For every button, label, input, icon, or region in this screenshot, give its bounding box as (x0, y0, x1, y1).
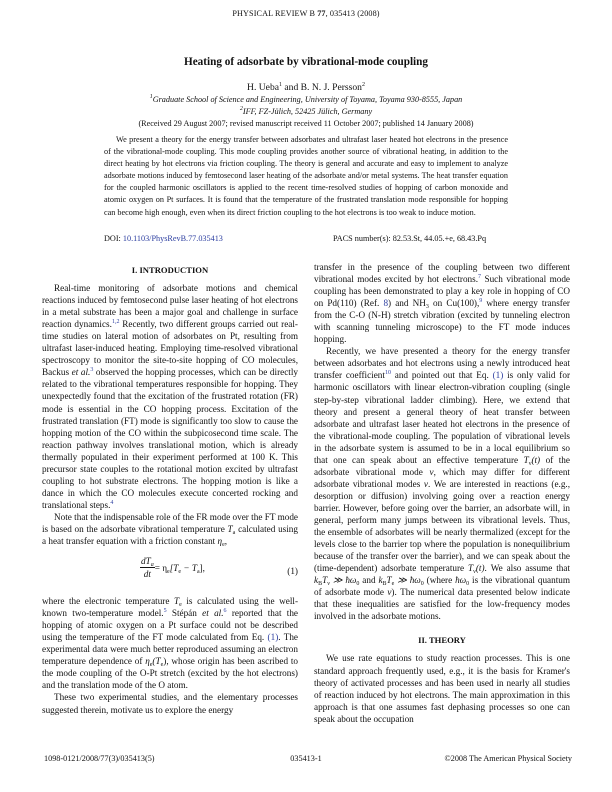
math-subscript: a (150, 562, 154, 569)
citation-link[interactable]: 3 (90, 367, 94, 374)
et-al: et al. (202, 608, 224, 619)
math-symbol: ≫ ħω (329, 575, 357, 586)
math-symbol: k (314, 575, 319, 586)
math-symbol: k (378, 575, 383, 586)
equation-number: (1) (287, 566, 298, 577)
math-subscript: e (391, 581, 395, 588)
math-subscript: e (149, 662, 153, 669)
fraction-denominator: dt (143, 569, 151, 580)
math-symbol: (T (152, 656, 161, 667)
citation-link[interactable]: 4 (110, 499, 114, 506)
text: is the vibrational quantum of adsorbate mode (314, 575, 571, 598)
math-symbol: T (322, 575, 328, 586)
text: Stépán (166, 608, 203, 619)
math-symbol: (t) (475, 563, 485, 574)
text: calculated using a heat transfer equation with a friction constant (42, 523, 298, 547)
paragraph (42, 282, 298, 511)
article-number-year: , 035413 (2008) (325, 9, 380, 18)
citation-link[interactable]: 5 (163, 608, 167, 615)
math-subscript: e (160, 662, 164, 669)
equation-rhs (155, 562, 205, 574)
journal-volume: 77 (317, 9, 326, 18)
text: and (359, 575, 379, 586)
math-symbol: ≫ ħω (394, 575, 421, 586)
text: . The experimental data were much better reproduced assuming an electron temperature dependence of (42, 632, 298, 667)
affiliation-text: Graduate School of Science and Engineering, University of Toyama, Toyama 930-8555, Japan (152, 95, 463, 104)
text: Such vibrational mode coupling has been demonstrated to play a key role in hopping of CO on Pd(110) (Ref. (314, 274, 570, 309)
math-subscript: B (382, 581, 387, 588)
text: where the electronic temperature (42, 596, 175, 607)
footer-page-number: 035413-1 (290, 754, 322, 763)
affiliation-mark: 2 (239, 106, 243, 112)
author-list (0, 82, 612, 93)
affiliation-2 (0, 107, 612, 116)
math-subscript: 0 (466, 581, 470, 588)
math-symbol: (t) (531, 454, 541, 465)
paragraph (314, 261, 570, 345)
paragraph (314, 345, 570, 622)
text: ], (199, 562, 205, 573)
section-heading-introduction: I. INTRODUCTION (131, 265, 209, 275)
citation-link[interactable]: 9 (479, 298, 483, 305)
chem-subscript: 3 (425, 304, 429, 311)
text: Real-time monitoring of adsorbate motions and chemical reactions induced by femtosecond pulse laser heating of hot electrons in a metal substrate has been a major goal and challenge in surface reaction dynamics. (42, 283, 298, 330)
text: ) and NH (388, 298, 426, 309)
equation-body (140, 555, 205, 580)
doi (104, 234, 223, 243)
text: (where (423, 575, 456, 586)
text: dT (141, 556, 151, 567)
paragraph: These two experimental studies, and the elementary processes suggested therein, motivate us to explore the energy (42, 692, 298, 715)
equation-1 (42, 555, 298, 591)
math-subscript: ν (473, 569, 476, 576)
affiliation-mark: 1 (149, 94, 153, 100)
footer-copyright: ©2008 The American Physical Society (444, 754, 572, 763)
text: = η (154, 562, 168, 573)
citation-link[interactable]: 8 (383, 298, 389, 309)
affiliation-text: IFF, FZ-Jülich, 52425 Jülich, Germany (242, 107, 373, 116)
right-column (314, 261, 570, 725)
text: is only valid for harmonic oscillators with linear electron-vibration coupling (single step-by-step vibrational ladder climbing). Here, we extend that theory and present a general theory of heat transfer between adsorbate and ultrafast laser heated hot electrons in the presence of the vibrational-mode coupling. The population of vibrational levels in the adsorbate system is assumed to be in a local equilibrium so that one can speak about an effective temperature (314, 370, 571, 465)
text: observed the hopping processes, which can be directly related to the vibrational temperatures responsible for hopping. They unexpectedly found that the excitation of the frustrated rotation (FR) mode is essential in the CO hopping process. Excitation of the frustrated translation (FT) mode is significantly too slow to cause the hopping motion of the CO within the subpicosecond time scale. The reaction pathway involves translational motion, which is already thermally populated in their experiment performed at 100 K. This precursor state couples to the rotational motion excited by ultrafast coupling to hot substrate electrons. The hopping motion is like a dance in which the CO molecules execute concerted rocking and translational steps. (42, 367, 298, 510)
text: of the adsorbate vibrational mode (314, 454, 570, 477)
text: Recently, we have presented a theory for the energy transfer between adsorbates and hot electrons using a newly introduced heat transfer coefficient (314, 346, 570, 381)
pacs-numbers: PACS number(s): 82.53.St, 44.05.+e, 68.43.Pq (333, 234, 487, 243)
author-2-affil-mark: 2 (361, 82, 365, 88)
math-symbol: T (227, 523, 233, 534)
author-2: B. N. J. Persson (300, 82, 362, 93)
citation-link[interactable]: 6 (223, 608, 227, 615)
text: transfer in the presence of the coupling between two different vibrational modes excited by hot electrons. (314, 262, 570, 285)
text: , (224, 536, 228, 547)
text: ), whose origin has been ascribed to the mode coupling of the O-Pt stretch (excited by the hot electrons) and the translation mode of the O atom. (42, 656, 298, 691)
math-subscript: a (196, 568, 200, 575)
text: is calculated using the well-known two-temperature model. (42, 596, 298, 619)
text: reported that the hopping of atomic oxygen on a Pt surface could not be described using the temperature of the FT mode calculated from Eq. (42, 608, 299, 643)
text: on Cu(100), (428, 298, 480, 309)
math-subscript: e (222, 542, 225, 549)
math-symbol: η (217, 536, 223, 547)
fraction-numerator (140, 555, 155, 568)
received-dates: (Received 29 August 2007; revised manuscript received 11 October 2007; published 14 January 2008) (138, 119, 474, 128)
text: [T (169, 562, 179, 573)
equation-link[interactable]: (1) (492, 370, 504, 381)
author-1-affil-mark: 1 (279, 82, 282, 88)
text: . We also assume that (484, 563, 570, 574)
paragraph: We use rate equations to study reaction processes. This is one standard approach frequently used, e.g., it is the basis for Kramer's theory of activated processes and has been used in nearly all studies of reaction induced by hot electrons. The main approximation in this approach is that one assumes fast dephasing processes so one can speak about the occupation (314, 653, 570, 724)
affiliation-1 (0, 95, 612, 104)
doi-link[interactable]: 10.1103/PhysRevB.77.035413 (122, 234, 223, 243)
math-subscript: ν (528, 460, 532, 467)
text: and pointed out that Eq. (390, 370, 493, 381)
left-column (42, 264, 298, 716)
math-symbol: η (145, 656, 150, 667)
math-subscript: e (167, 568, 170, 575)
paragraph (42, 595, 298, 691)
paper-title: Heating of adsorbate by vibrational-mode coupling (184, 56, 428, 68)
text: − T (181, 562, 197, 573)
math-subscript: a (232, 529, 236, 536)
math-subscript: e (178, 568, 182, 575)
math-subscript: 0 (420, 581, 424, 588)
author-conjunction: and (282, 82, 301, 93)
et-al: et al. (71, 367, 91, 378)
text: Note that the indispensable role of the FR mode over the FT mode is based on the adsorbate vibrational temperature (42, 511, 298, 534)
math-symbol: ν (429, 466, 434, 477)
math-subscript: e (179, 602, 182, 609)
math-symbol: ν (423, 478, 428, 489)
math-symbol: T (174, 596, 180, 607)
section-heading-theory: II. THEORY (418, 635, 466, 646)
running-head (0, 9, 612, 18)
math-symbol: ν (387, 587, 392, 598)
math-symbol: T (468, 563, 474, 574)
citation-link[interactable]: 7 (478, 274, 482, 281)
equation-fraction (140, 555, 155, 580)
math-subscript: 0 (356, 581, 360, 588)
math-symbol: T (386, 575, 392, 586)
math-subscript: ν (327, 581, 330, 588)
text: , which may differ for different adsorbate vibrational modes (314, 466, 570, 489)
text: Recently, two different groups carried out real-time studies on lateral motion of adsorbates on Pt, resulting from ultrafast laser-induced heating. Employing time-resolved vibrational spectroscopy to monitor the site-to-site hopping of CO molecules, Backus (42, 319, 298, 378)
abstract: We present a theory for the energy transfer between adsorbates and ultrafast laser heated hot electrons in the presence of the vibrational-mode coupling. This mode coupling provides another source of vibrational heating, in addition to the direct heating by hot electrons via friction coupling. The theory is general and accurate and easy to implement to analyze adsorbate motions induced by femtosecond laser heating of the adsorbate and/or metal systems. The heat transfer equation for the coupled harmonic oscillators is applied to the recent time-resolved studies of hopping of carbon monoxide and atomic oxygen on Pt surfaces. It is found that the temperature of the frustrated translation mode responsible for hopping can become high enough, even when its direct friction coupling to the hot electrons is too weak to induce motion. (104, 135, 508, 217)
text: where energy transfer from the C-O (N-H) stretch vibration (excited by tunneling electron with scanning tunneling microscope) to the FT mode induces hopping. (314, 298, 570, 345)
math-subscript: B (318, 581, 323, 588)
doi-label: DOI: (104, 234, 123, 243)
citation-link[interactable]: 10 (384, 370, 391, 377)
math-symbol: ħω (455, 575, 467, 586)
citation-link[interactable]: 1,2 (111, 319, 120, 326)
text: ). The numerical data presented below indicate that these inequalities are satisfied for the low-frequency modes involved in the adsorbate motions. (314, 587, 570, 622)
equation-link[interactable]: (1) (267, 632, 279, 643)
footer-issn: 1098-0121/2008/77(3)/035413(5) (44, 754, 155, 763)
paragraph (42, 511, 298, 547)
journal-name: PHYSICAL REVIEW B (232, 9, 316, 18)
text: . We are interested in reactions (e.g., desorption or diffusion) involving going over a reaction energy barrier. However, before going over the barrier, an adsorbate will, in general, perform many jumps between its vibrational levels. Thus, the ensemble of adsorbates will be nearly thermalized (except for the levels close to the barrier top where the population is nonequilibrium because of the transfer over the barrier), and we can speak about the (time-dependent) adsorbate temperature (314, 478, 571, 574)
author-1: H. Ueba (247, 82, 279, 93)
math-symbol: T (523, 454, 529, 465)
